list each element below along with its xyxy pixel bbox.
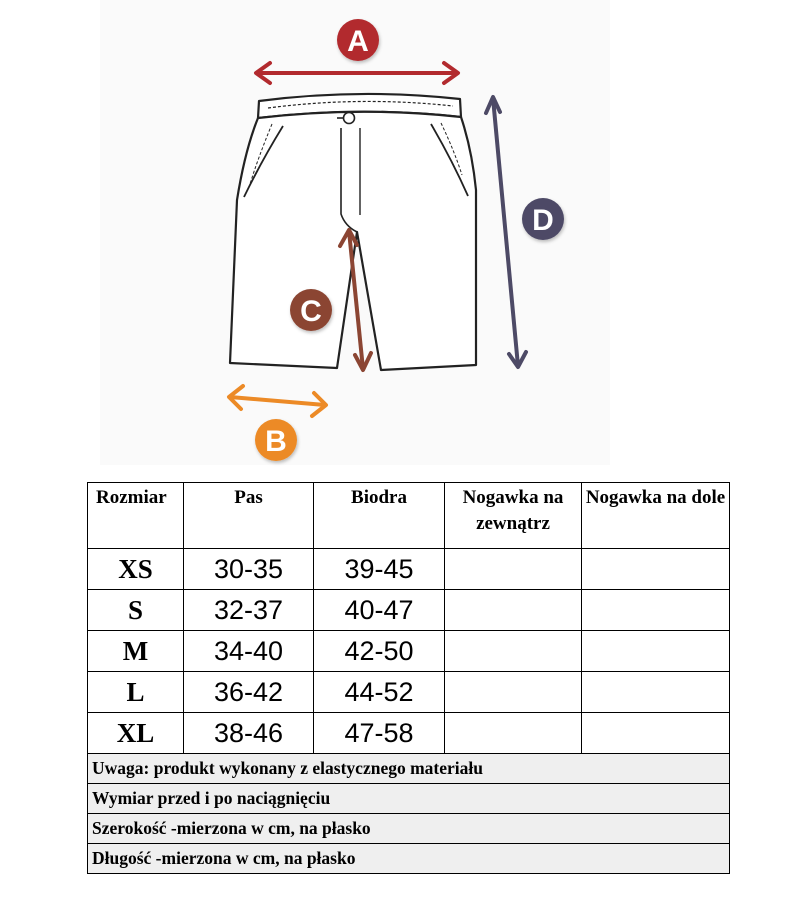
pas-value: 34-40 bbox=[184, 631, 314, 672]
nogawka-dole-value bbox=[582, 549, 730, 590]
nogawka-dole-value bbox=[582, 590, 730, 631]
note-row bbox=[88, 814, 730, 844]
nogawka-dole-value bbox=[582, 631, 730, 672]
note-elastic-material: Uwaga: produkt wykonany z elastycznego materiału bbox=[88, 754, 730, 784]
marker-b bbox=[255, 419, 297, 461]
size-label: S bbox=[88, 590, 184, 631]
note-length-measurement: Długość -mierzona w cm, na płasko bbox=[88, 844, 730, 874]
header-rozmiar: Rozmiar bbox=[88, 483, 184, 549]
note-width-measurement: Szerokość -mierzona w cm, na płasko bbox=[88, 814, 730, 844]
biodra-value: 42-50 bbox=[314, 631, 445, 672]
table-row bbox=[88, 672, 730, 713]
size-label: XS bbox=[88, 549, 184, 590]
table-row bbox=[88, 590, 730, 631]
size-label: XL bbox=[88, 713, 184, 754]
table-row bbox=[88, 713, 730, 754]
nogawka-zewnatrz-value bbox=[445, 672, 582, 713]
note-row bbox=[88, 784, 730, 814]
marker-c bbox=[290, 289, 332, 331]
size-label: L bbox=[88, 672, 184, 713]
nogawka-zewnatrz-value bbox=[445, 631, 582, 672]
biodra-value: 39-45 bbox=[314, 549, 445, 590]
marker-d-letter: D bbox=[532, 204, 554, 237]
marker-a-letter: A bbox=[347, 25, 369, 58]
marker-d bbox=[522, 198, 564, 240]
table-row bbox=[88, 631, 730, 672]
note-row bbox=[88, 754, 730, 784]
table-header-row bbox=[88, 483, 730, 549]
table-row bbox=[88, 549, 730, 590]
biodra-value: 44-52 bbox=[314, 672, 445, 713]
pas-value: 32-37 bbox=[184, 590, 314, 631]
nogawka-zewnatrz-value bbox=[445, 713, 582, 754]
marker-c-letter: C bbox=[300, 295, 322, 328]
pas-value: 38-46 bbox=[184, 713, 314, 754]
biodra-value: 40-47 bbox=[314, 590, 445, 631]
note-stretch-measurement: Wymiar przed i po naciągnięciu bbox=[88, 784, 730, 814]
note-row bbox=[88, 844, 730, 874]
nogawka-dole-value bbox=[582, 672, 730, 713]
pas-value: 36-42 bbox=[184, 672, 314, 713]
nogawka-zewnatrz-value bbox=[445, 549, 582, 590]
pas-value: 30-35 bbox=[184, 549, 314, 590]
header-nogawka-zewnatrz: Nogawka na zewnątrz bbox=[445, 483, 582, 549]
size-label: M bbox=[88, 631, 184, 672]
size-chart-table bbox=[87, 482, 730, 874]
nogawka-zewnatrz-value bbox=[445, 590, 582, 631]
header-nogawka-dole: Nogawka na dole bbox=[582, 483, 730, 549]
header-pas: Pas bbox=[184, 483, 314, 549]
header-biodra: Biodra bbox=[314, 483, 445, 549]
biodra-value: 47-58 bbox=[314, 713, 445, 754]
marker-a bbox=[337, 19, 379, 61]
marker-b-letter: B bbox=[265, 425, 287, 458]
nogawka-dole-value bbox=[582, 713, 730, 754]
